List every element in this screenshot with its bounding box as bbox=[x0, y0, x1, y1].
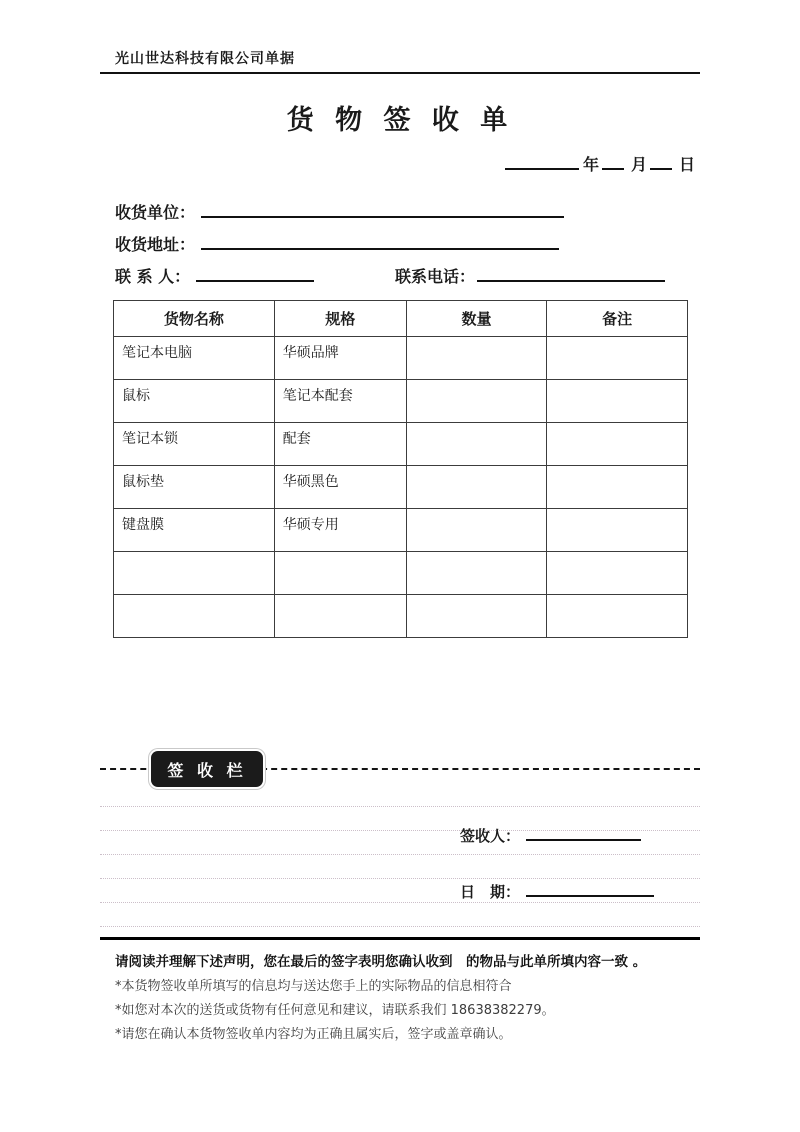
month-fill-line[interactable] bbox=[602, 153, 624, 170]
footer-rule bbox=[100, 937, 700, 940]
cell-item-name: 鼠标垫 bbox=[114, 466, 275, 509]
signature-date-fill-line[interactable] bbox=[526, 880, 654, 897]
footer-notice: 请阅读并理解下述声明，您在最后的签字表明您确认收到 的物品与此单所填内容一致 。 bbox=[115, 954, 647, 970]
date-line bbox=[505, 152, 695, 175]
table-row bbox=[114, 466, 688, 509]
cell-item-name[interactable] bbox=[114, 552, 275, 595]
signature-date-label: 日 期： bbox=[460, 883, 521, 901]
signature-date-field-row bbox=[460, 880, 654, 902]
writing-dotted-line bbox=[100, 806, 700, 807]
table-row bbox=[114, 380, 688, 423]
company-header: 光山世达科技有限公司单据 bbox=[115, 51, 295, 67]
cell-item-name: 笔记本电脑 bbox=[114, 337, 275, 380]
cell-spec[interactable] bbox=[274, 552, 406, 595]
cell-item-name: 鼠标 bbox=[114, 380, 275, 423]
cell-notes[interactable] bbox=[547, 380, 688, 423]
writing-dotted-line bbox=[100, 902, 700, 903]
cell-quantity[interactable] bbox=[406, 509, 547, 552]
cell-quantity[interactable] bbox=[406, 337, 547, 380]
footer-note: *本货物签收单所填写的信息均与送达您手上的实际物品的信息相符合 bbox=[115, 979, 512, 994]
cell-item-name: 笔记本锁 bbox=[114, 423, 275, 466]
table-row bbox=[114, 509, 688, 552]
receiver-field-row bbox=[115, 200, 564, 223]
cell-notes[interactable] bbox=[547, 423, 688, 466]
cell-spec: 笔记本配套 bbox=[274, 380, 406, 423]
day-fill-line[interactable] bbox=[650, 153, 672, 170]
table-row bbox=[114, 423, 688, 466]
address-fill-line[interactable] bbox=[201, 233, 559, 250]
cell-quantity[interactable] bbox=[406, 423, 547, 466]
cell-quantity[interactable] bbox=[406, 552, 547, 595]
cell-spec: 华硕黑色 bbox=[274, 466, 406, 509]
cell-notes[interactable] bbox=[547, 337, 688, 380]
cell-notes[interactable] bbox=[547, 466, 688, 509]
cell-item-name: 键盘膜 bbox=[114, 509, 275, 552]
day-label: 日 bbox=[679, 155, 696, 174]
signer-label: 签收人： bbox=[460, 827, 521, 845]
cell-item-name[interactable] bbox=[114, 595, 275, 638]
cell-notes[interactable] bbox=[547, 552, 688, 595]
month-label: 月 bbox=[631, 155, 648, 174]
cell-notes[interactable] bbox=[547, 595, 688, 638]
writing-dotted-line bbox=[100, 878, 700, 879]
cell-spec: 配套 bbox=[274, 423, 406, 466]
contact-fill-line[interactable] bbox=[196, 265, 314, 282]
col-header-item-name: 货物名称 bbox=[114, 301, 275, 337]
header-rule bbox=[100, 72, 700, 74]
contact-label: 联 系 人： bbox=[115, 267, 191, 286]
col-header-quantity: 数量 bbox=[406, 301, 547, 337]
phone-fill-line[interactable] bbox=[477, 265, 665, 282]
address-label: 收货地址： bbox=[115, 235, 196, 254]
footer-note: *如您对本次的送货或货物有任何意见和建议，请联系我们 18638382279。 bbox=[115, 1003, 555, 1018]
year-label: 年 bbox=[583, 155, 600, 174]
goods-table-header-row bbox=[114, 301, 688, 337]
table-row-empty bbox=[114, 595, 688, 638]
footer-note: *请您在确认本货物签收单内容均为正确且属实后，签字或盖章确认。 bbox=[115, 1027, 512, 1042]
signer-field-row bbox=[460, 824, 641, 846]
signature-section-badge: 签 收 栏 bbox=[151, 751, 263, 787]
col-header-spec: 规格 bbox=[274, 301, 406, 337]
cell-quantity[interactable] bbox=[406, 466, 547, 509]
writing-dotted-line bbox=[100, 926, 700, 927]
cell-spec: 华硕品牌 bbox=[274, 337, 406, 380]
cell-spec: 华硕专用 bbox=[274, 509, 406, 552]
contact-field-row bbox=[115, 264, 314, 287]
year-fill-line[interactable] bbox=[505, 153, 579, 170]
cell-spec[interactable] bbox=[274, 595, 406, 638]
cell-quantity[interactable] bbox=[406, 595, 547, 638]
cell-quantity[interactable] bbox=[406, 380, 547, 423]
table-row-empty bbox=[114, 552, 688, 595]
phone-field-row bbox=[395, 264, 665, 287]
receiver-fill-line[interactable] bbox=[201, 201, 564, 218]
goods-table bbox=[113, 300, 688, 638]
page-title: 货 物 签 收 单 bbox=[286, 105, 514, 136]
phone-label: 联系电话： bbox=[395, 267, 476, 286]
cell-notes[interactable] bbox=[547, 509, 688, 552]
signer-fill-line[interactable] bbox=[526, 824, 641, 841]
writing-dotted-line bbox=[100, 854, 700, 855]
receiver-label: 收货单位： bbox=[115, 203, 196, 222]
col-header-notes: 备注 bbox=[547, 301, 688, 337]
address-field-row bbox=[115, 232, 559, 255]
table-row bbox=[114, 337, 688, 380]
